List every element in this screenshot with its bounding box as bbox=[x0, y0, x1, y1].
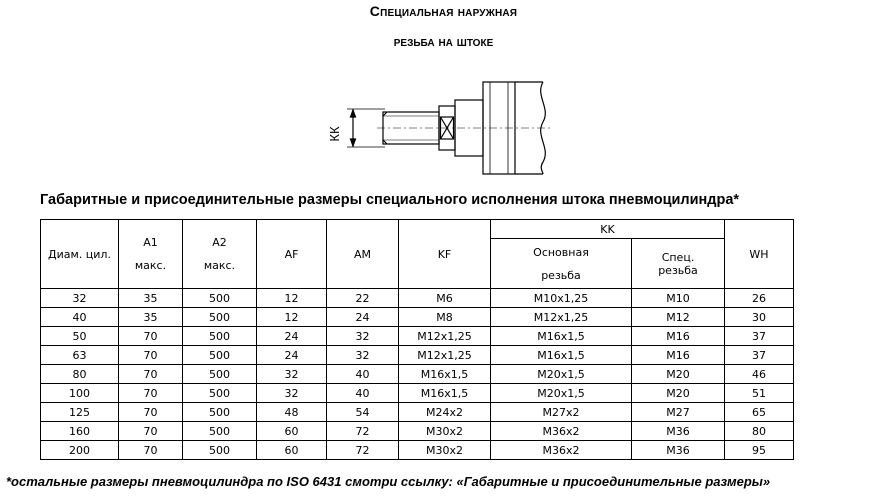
table-cell: 63 bbox=[41, 346, 119, 365]
table-cell: M20 bbox=[632, 384, 725, 403]
table-cell: 95 bbox=[725, 441, 794, 460]
table-row bbox=[41, 346, 794, 365]
table-cell: 40 bbox=[327, 384, 399, 403]
table-cell: M36x2 bbox=[491, 422, 632, 441]
dimensions-table bbox=[40, 219, 794, 460]
table-row bbox=[41, 365, 794, 384]
table-row bbox=[41, 384, 794, 403]
table-cell: M36 bbox=[632, 422, 725, 441]
header-a2-label: A2 bbox=[212, 236, 227, 249]
header-wh: WH bbox=[725, 220, 794, 289]
header-kk-main bbox=[491, 239, 632, 289]
header-kk: KK bbox=[491, 220, 725, 239]
table-cell: 26 bbox=[725, 289, 794, 308]
header-kk-spec-l1: Спец. bbox=[661, 250, 695, 264]
table-cell: 32 bbox=[257, 384, 327, 403]
table-cell: 24 bbox=[257, 346, 327, 365]
table-cell: 32 bbox=[327, 327, 399, 346]
table-cell: M16 bbox=[632, 346, 725, 365]
table-cell: 37 bbox=[725, 327, 794, 346]
table-cell: 500 bbox=[183, 384, 257, 403]
table-cell: 32 bbox=[41, 289, 119, 308]
table-cell: 54 bbox=[327, 403, 399, 422]
table-cell: 12 bbox=[257, 308, 327, 327]
table-cell: M36x2 bbox=[491, 441, 632, 460]
table-cell: M20 bbox=[632, 365, 725, 384]
table-cell: 500 bbox=[183, 441, 257, 460]
header-a1-label: A1 bbox=[143, 236, 158, 249]
table-cell: M8 bbox=[399, 308, 491, 327]
table-cell: 160 bbox=[41, 422, 119, 441]
table-cell: M12x1,25 bbox=[491, 308, 632, 327]
table-cell: 40 bbox=[41, 308, 119, 327]
table-cell: 80 bbox=[725, 422, 794, 441]
table-cell: M20x1,5 bbox=[491, 365, 632, 384]
header-a1-sub: макс. bbox=[134, 259, 167, 272]
table-cell: 40 bbox=[327, 365, 399, 384]
table-cell: 500 bbox=[183, 365, 257, 384]
table-cell: M36 bbox=[632, 441, 725, 460]
table-cell: 70 bbox=[119, 346, 183, 365]
rod-thread-drawing bbox=[325, 76, 555, 181]
table-cell: M16 bbox=[632, 327, 725, 346]
table-row bbox=[41, 441, 794, 460]
table-cell: 12 bbox=[257, 289, 327, 308]
table-cell: M12x1,25 bbox=[399, 327, 491, 346]
table-cell: M12x1,25 bbox=[399, 346, 491, 365]
table-cell: 35 bbox=[119, 289, 183, 308]
table-cell: 51 bbox=[725, 384, 794, 403]
kk-label: КК bbox=[327, 126, 342, 142]
table-cell: M27x2 bbox=[491, 403, 632, 422]
header-a1 bbox=[119, 220, 183, 289]
table-row bbox=[41, 327, 794, 346]
table-cell: M27 bbox=[632, 403, 725, 422]
table-cell: 200 bbox=[41, 441, 119, 460]
table-cell: 72 bbox=[327, 422, 399, 441]
table-cell: 70 bbox=[119, 441, 183, 460]
footnote: *остальные размеры пневмоцилиндра по ISO 6431 смотри ссылку: «Габаритные и присоединительные размеры» bbox=[6, 474, 771, 489]
table-heading: Габаритные и присоединительные размеры специального исполнения штока пневмоцилиндра* bbox=[40, 192, 740, 208]
header-af: AF bbox=[257, 220, 327, 289]
table-cell: M16x1,5 bbox=[491, 327, 632, 346]
title-line-1: Специальная наружная bbox=[369, 3, 518, 19]
table-cell: 24 bbox=[327, 308, 399, 327]
header-diam: Диам. цил. bbox=[41, 220, 119, 289]
title-line-2: резьба на штоке bbox=[393, 33, 494, 49]
table-cell: 500 bbox=[183, 403, 257, 422]
header-kf: KF bbox=[399, 220, 491, 289]
table-cell: M24x2 bbox=[399, 403, 491, 422]
table-cell: 72 bbox=[327, 441, 399, 460]
table-cell: 500 bbox=[183, 327, 257, 346]
table-cell: 32 bbox=[257, 365, 327, 384]
table-cell: M30x2 bbox=[399, 441, 491, 460]
header-a2-sub: макс. bbox=[203, 259, 236, 272]
table-cell: M16x1,5 bbox=[491, 346, 632, 365]
table-cell: M30x2 bbox=[399, 422, 491, 441]
table-cell: 22 bbox=[327, 289, 399, 308]
table-cell: 60 bbox=[257, 441, 327, 460]
table-cell: M20x1,5 bbox=[491, 384, 632, 403]
drawing-subtitle bbox=[0, 33, 887, 49]
table-cell: M10x1,25 bbox=[491, 289, 632, 308]
table-cell: M6 bbox=[399, 289, 491, 308]
drawing-title bbox=[0, 3, 887, 19]
header-kk-spec-l2: резьба bbox=[658, 263, 698, 277]
header-kk-main-l2: резьба bbox=[541, 268, 581, 282]
table-cell: 60 bbox=[257, 422, 327, 441]
header-a2 bbox=[183, 220, 257, 289]
table-cell: M12 bbox=[632, 308, 725, 327]
header-am: AM bbox=[327, 220, 399, 289]
table-cell: M16x1,5 bbox=[399, 365, 491, 384]
table-cell: 70 bbox=[119, 327, 183, 346]
table-row bbox=[41, 403, 794, 422]
table-cell: 35 bbox=[119, 308, 183, 327]
table-row bbox=[41, 289, 794, 308]
header-kk-main-l1: Основная bbox=[533, 245, 589, 259]
table-cell: 37 bbox=[725, 346, 794, 365]
table-cell: 70 bbox=[119, 365, 183, 384]
table-cell: 500 bbox=[183, 346, 257, 365]
table-cell: 24 bbox=[257, 327, 327, 346]
table-cell: 500 bbox=[183, 308, 257, 327]
table-cell: 125 bbox=[41, 403, 119, 422]
table-cell: 65 bbox=[725, 403, 794, 422]
table-cell: 32 bbox=[327, 346, 399, 365]
table-cell: 50 bbox=[41, 327, 119, 346]
table-cell: 500 bbox=[183, 289, 257, 308]
header-kk-spec bbox=[632, 239, 725, 289]
table-cell: 70 bbox=[119, 422, 183, 441]
table-cell: 46 bbox=[725, 365, 794, 384]
table-cell: M16x1,5 bbox=[399, 384, 491, 403]
table-cell: M10 bbox=[632, 289, 725, 308]
dimensions-table-body bbox=[41, 289, 794, 460]
table-row bbox=[41, 422, 794, 441]
table-row bbox=[41, 308, 794, 327]
table-cell: 70 bbox=[119, 384, 183, 403]
table-cell: 500 bbox=[183, 422, 257, 441]
table-cell: 48 bbox=[257, 403, 327, 422]
table-cell: 100 bbox=[41, 384, 119, 403]
table-cell: 70 bbox=[119, 403, 183, 422]
table-cell: 30 bbox=[725, 308, 794, 327]
table-cell: 80 bbox=[41, 365, 119, 384]
